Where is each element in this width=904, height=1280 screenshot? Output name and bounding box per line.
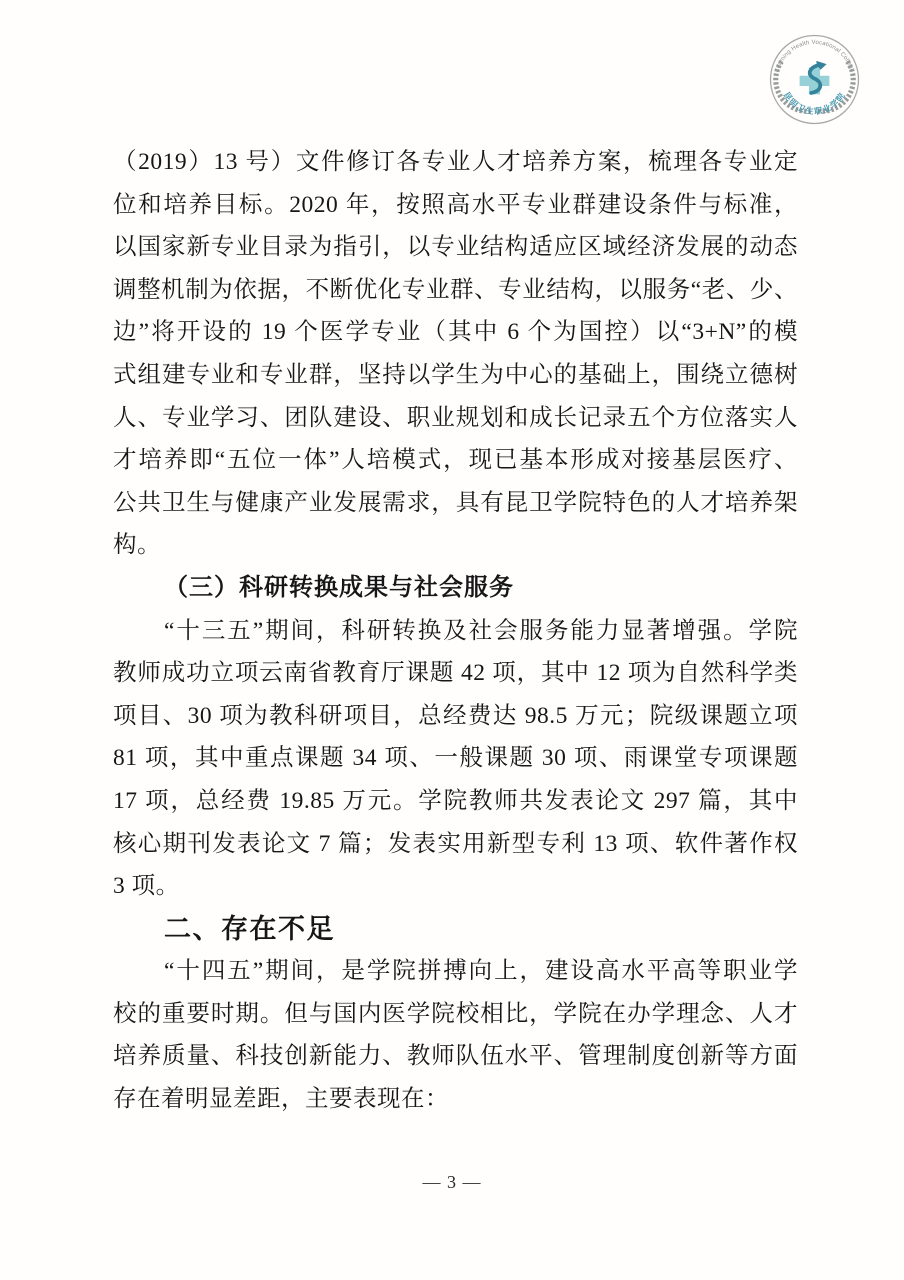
text-line: 存在着明显差距，主要表现在：	[113, 1086, 449, 1113]
text-line: 培养质量、科技创新能力、教师队伍水平、管理制度创新等方面	[113, 1043, 798, 1070]
text-line: “十三五”期间，科研转换及社会服务能力显著增强。学院	[164, 617, 798, 644]
text-line: “十四五”期间，是学院拼搏向上，建设高水平高等职业学	[164, 958, 798, 985]
text-line: 式组建专业和专业群，坚持以学生为中心的基础上，围绕立德树	[113, 361, 798, 388]
college-logo	[768, 33, 861, 126]
text-line: 以国家新专业目录为指引，以专业结构适应区域经济发展的动态	[113, 234, 798, 261]
footer	[0, 1172, 904, 1193]
text-line: 17 项，总经费 19.85 万元。学院教师共发表论文 297 篇，其中	[113, 787, 798, 814]
logo-arc-text-en: Kunming Health Vocational College	[774, 39, 855, 74]
text-line: 人、专业学习、团队建设、职业规划和成长记录五个方位落实人	[113, 404, 798, 431]
heading-line: 二、存在不足	[164, 913, 335, 944]
text-line: 边”将开设的 19 个医学专业（其中 6 个为国控）以“3+N”的模	[113, 319, 798, 346]
text-line: 校的重要时期。但与国内医学院校相比，学院在办学理念、人才	[113, 1000, 798, 1027]
heading-line: （三）科研转换成果与社会服务	[164, 574, 514, 601]
text-line: 核心期刊发表论文 7 篇；发表实用新型专利 13 项、软件著作权	[113, 830, 798, 857]
text-line: 项目、30 项为教科研项目，总经费达 98.5 万元；院级课题立项	[113, 702, 798, 729]
document-body	[113, 141, 798, 1121]
text-line: 调整机制为依据，不断优化专业群、专业结构，以服务“老、少、	[113, 276, 798, 303]
text-line: 才培养即“五位一体”人培模式，现已基本形成对接基层医疗、	[113, 447, 798, 474]
text-line: 3 项。	[113, 873, 180, 900]
page-number: — 3 —	[422, 1172, 482, 1192]
text-line: 公共卫生与健康产业发展需求，具有昆卫学院特色的人才培养架	[113, 489, 798, 516]
text-line: 位和培养目标。2020 年，按照高水平专业群建设条件与标准，	[113, 191, 798, 218]
logo-arc-text-zh: 昆明卫生职业学院	[781, 89, 848, 117]
text-line: 教师成功立项云南省教育厅课题 42 项，其中 12 项为自然科学类	[113, 660, 798, 687]
text-line: （2019）13 号）文件修订各专业人才培养方案，梳理各专业定	[113, 149, 798, 175]
text-line: 构。	[113, 532, 161, 559]
text-line: 81 项，其中重点课题 34 项、一般课题 30 项、雨课堂专项课题	[113, 745, 798, 772]
